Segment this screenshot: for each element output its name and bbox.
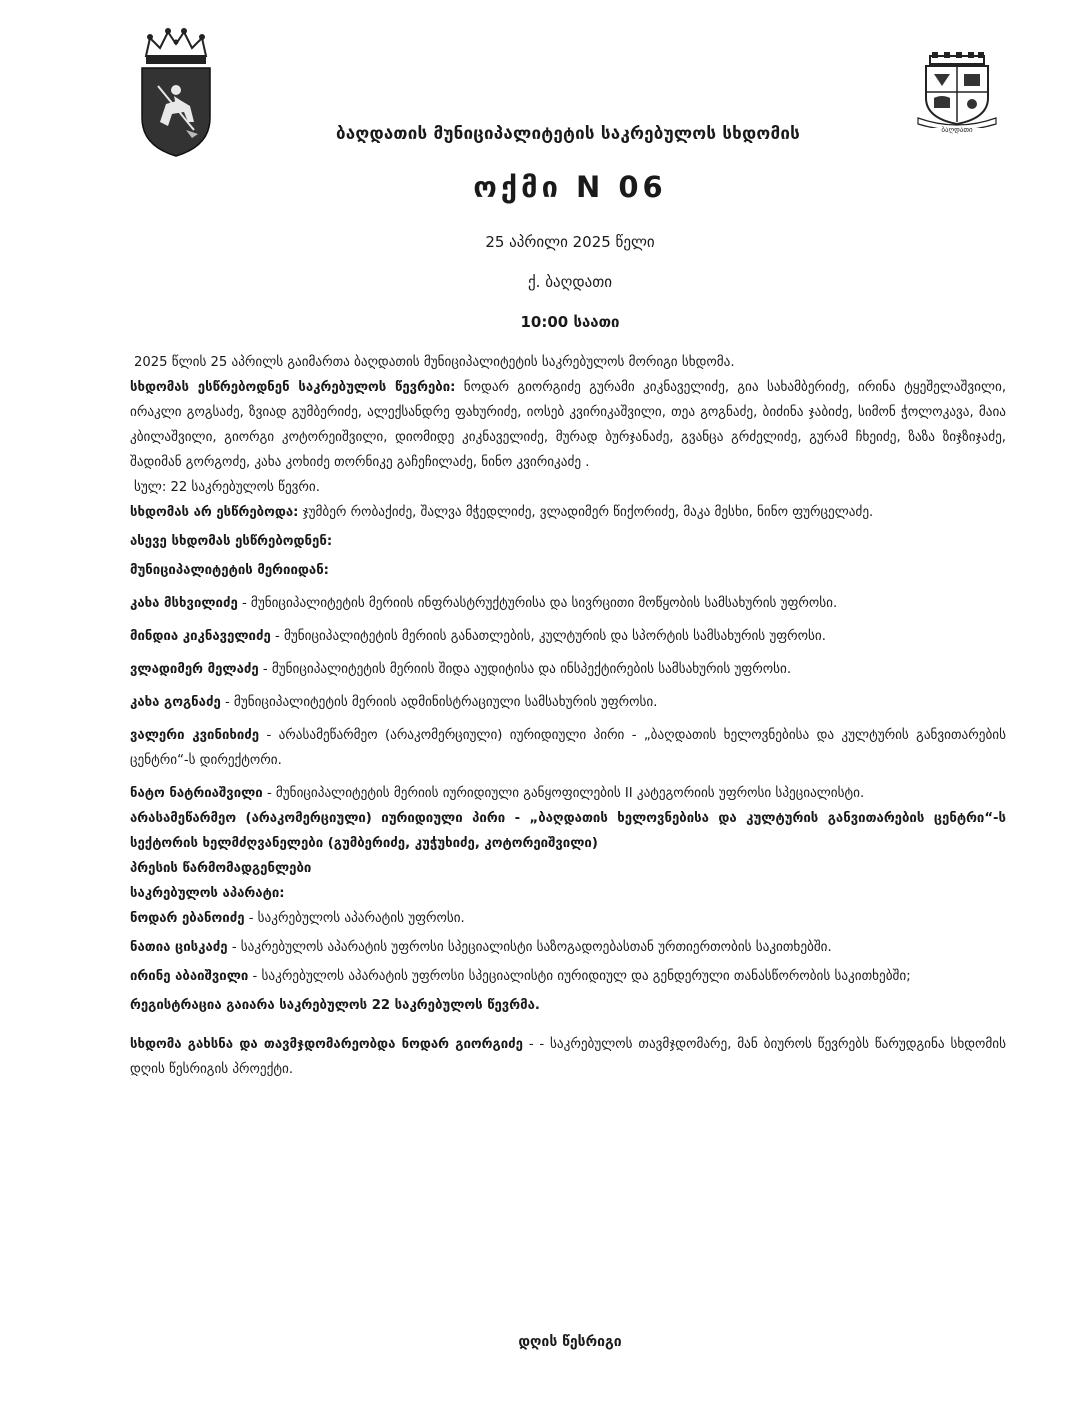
apparatus-name: ნოდარ ებანოიძე (130, 911, 245, 926)
baghdati-municipality-emblem-icon (912, 52, 1002, 140)
apparatus-role: - საკრებულოს აპარატის უფროსი. (248, 911, 465, 926)
emblem-caption: ბაღდათი (941, 126, 973, 134)
apparatus-role: - საკრებულოს აპარატის უფროსი სპეციალისტი იურიდიულ და გენდერული თანასწორობის საკითხებში; (252, 969, 911, 984)
apparatus-heading: საკრებულოს აპარატი: (130, 886, 285, 901)
official-entry (130, 690, 1006, 715)
meeting-date: 25 აპრილი 2025 წელი (485, 233, 655, 251)
document-header-title: ბაღდათის მუნიციპალიტეტის საკრებულოს სხდომის (336, 124, 800, 144)
opening-text: - - საკრებულოს თავმჯდომარე, მან ბიუროს წევრებს წარუდგინა სხდომის დღის წესრიგის პროექტი. (130, 1037, 1006, 1077)
absent-members-label: სხდომას არ ესწრებოდა: (130, 505, 299, 520)
opening-paragraph (130, 1032, 1006, 1082)
official-name: ნატო ნატრიაშვილი (130, 786, 263, 801)
from-mayor-heading: მუნიციპალიტეტის მერიიდან: (130, 563, 329, 578)
official-entry (130, 624, 1006, 649)
official-role: - არასამეწარმეო (არაკომერციული) იურიდიული პირი - „ბაღდათის ხელოვნებისა და კულტურის განვითარების ცენტრი“-ს დირექტორი. (130, 728, 1006, 768)
apparatus-entry (130, 906, 1006, 931)
georgia-coat-of-arms-icon (136, 26, 216, 158)
culture-center-heading: არასამეწარმეო (არაკომერციული) იურიდიული პირი - „ბაღდათის ხელოვნებისა და კულტურის განვითარების ცენტრი“-ს სექტორის ხელმძღვანელები (გუმბერიძე, კუჭუხიძე, კოტორეიშვილი) (130, 811, 1006, 851)
official-entry (130, 723, 1006, 773)
present-members-paragraph (130, 375, 1006, 475)
also-present-heading: ასევე სხდომას ესწრებოდნენ: (130, 534, 333, 549)
absent-members-paragraph (130, 500, 1006, 525)
official-name: კახა გოგნაძე (130, 695, 221, 710)
registration-line: რეგისტრაცია გაიარა საკრებულოს 22 საკრებულოს წევრმა. (130, 998, 540, 1013)
official-entry (130, 591, 1006, 616)
official-role: - მუნიციპალიტეტის მერიის ინფრასტრუქტურისა და სივრცითი მოწყობის სამსახურის უფროსი. (241, 596, 838, 611)
official-entry (130, 657, 1006, 682)
official-name: კახა მსხვილიძე (130, 596, 238, 611)
opening-chair: სხდომა გახსნა და თავმჯდომარეობდა ნოდარ გიორგიძე (130, 1037, 523, 1052)
official-role: - მუნიციპალიტეტის მერიის განათლების, კულტურის და სპორტის სამსახურის უფროსი. (275, 629, 826, 644)
agenda-heading: დღის წესრიგი (518, 1334, 622, 1350)
apparatus-name: ნათია ცისკაძე (130, 940, 228, 955)
intro-paragraph: 2025 წლის 25 აპრილს გაიმართა ბაღდათის მუნიციპალიტეტის საკრებულოს მორიგი სხდომა. (134, 355, 735, 370)
meeting-place: ქ. ბაღდათი (527, 273, 613, 291)
protocol-number: ოქმი N 06 (473, 170, 667, 204)
apparatus-name: ირინე აბაიშვილი (130, 969, 249, 984)
press-heading: პრესის წარმომადგენლები (130, 861, 312, 876)
present-members-list: ნოდარ გიორგიძე გურამი კიკნაველიძე, გია სახამბერიძე, ირინა ტყეშელაშვილი, ირაკლი გოგსაძე, ზვიად გუმბერიძე, ალექსანდრე ფახურიძე, იოსებ კვირიკაშვილი, თეა გოგნაძე, ბიძინა ჯაბიძე, სიმონ ჭოლოკავა, მაია კბილაშვილი, გიორგი კოტორეიშვილი, დიომიდე კიკნაველიძე, მურად ბურჯანაძე, გვანცა გრძელიძე, გურამ ჩხეიძე, ზაზა ზიჯზიჯაძე, შადიმან გორგოძე, კახა კოხიძე თორნიკე გაჩეჩილაძე, ნინო კვირიკაძე . (130, 380, 1007, 470)
minutes-body (130, 350, 1006, 1082)
official-name: ვალერი კვინიხიძე (130, 728, 260, 743)
official-role: - მუნიციპალიტეტის მერიის შიდა აუდიტისა და ინსპექტირების სამსახურის უფროსი. (262, 662, 792, 677)
present-members-label: სხდომას ესწრებოდნენ საკრებულოს წევრები: (130, 380, 456, 395)
official-role: - მუნიციპალიტეტის მერიის იურიდიული განყოფილების II კატეგორიის უფროსი სპეციალისტი. (266, 786, 865, 801)
official-entry (130, 781, 1006, 806)
official-name: მინდია კიკნაველიძე (130, 629, 271, 644)
apparatus-entry (130, 935, 1006, 960)
total-members: სულ: 22 საკრებულოს წევრი. (134, 480, 320, 495)
absent-members-list: ჯუმბერ რობაქიძე, შალვა მჭედლიძე, ვლადიმერ წიქორიძე, მაკა მესხი, ნინო ფურცელაძე. (302, 505, 874, 520)
apparatus-role: - საკრებულოს აპარატის უფროსი სპეციალისტი საზოგადოებასთან ურთიერთობის საკითხებში. (231, 940, 832, 955)
apparatus-entry (130, 964, 1006, 989)
official-name: ვლადიმერ მელაძე (130, 662, 259, 677)
official-role: - მუნიციპალიტეტის მერიის ადმინისტრაციული სამსახურის უფროსი. (224, 695, 658, 710)
meeting-time: 10:00 საათი (520, 313, 620, 331)
